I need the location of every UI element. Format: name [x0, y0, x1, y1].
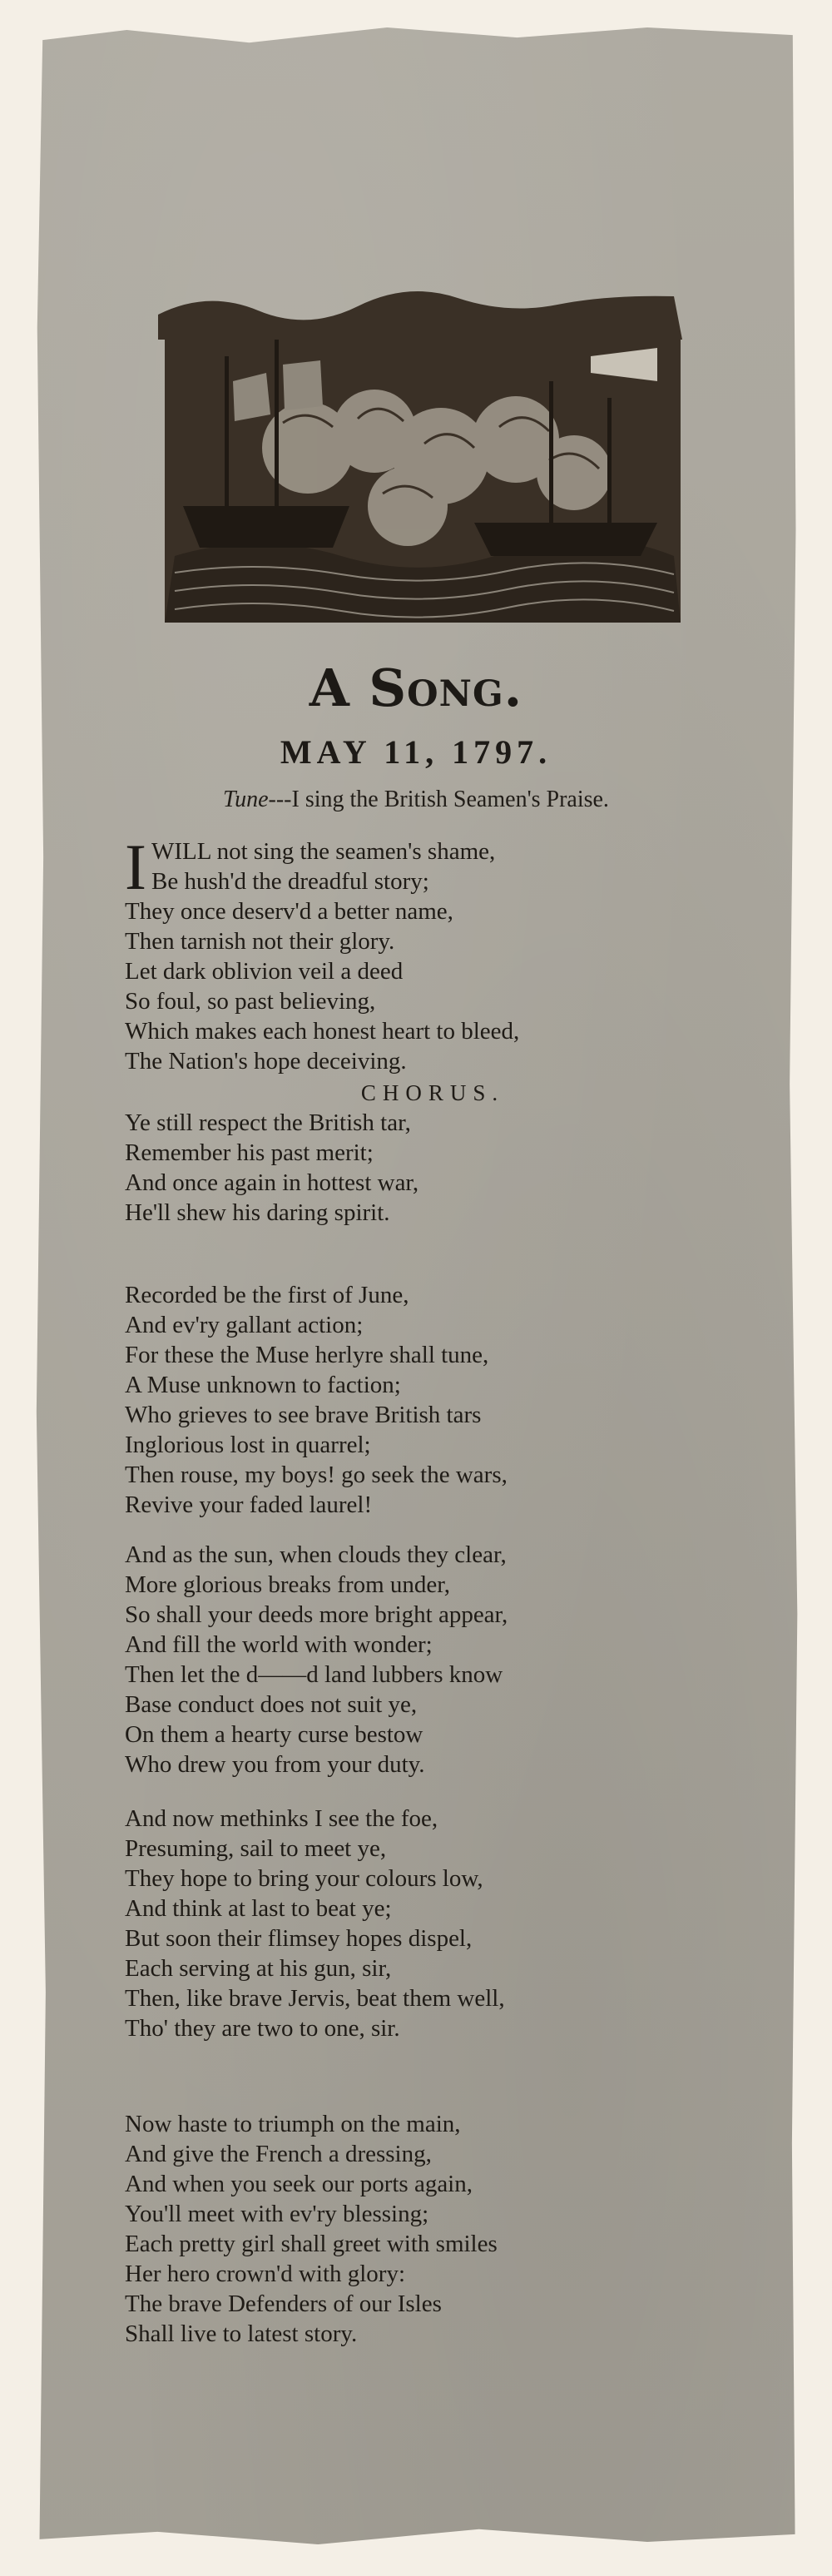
- verse-line: A Muse unknown to faction;: [125, 1372, 401, 1398]
- verse-line: Recorded be the first of June,: [125, 1282, 409, 1308]
- naval-battle-woodcut: [158, 281, 686, 629]
- chorus-heading: CHORUS.: [360, 1080, 505, 1105]
- verse-line: And give the French a dressing,: [125, 2141, 432, 2167]
- verse-1: [125, 831, 757, 1228]
- verse-line: The Nation's hope deceiving.: [125, 1048, 407, 1075]
- tune-label: Tune: [223, 787, 269, 812]
- verse-3: [125, 1540, 757, 1779]
- verse-line: And as the sun, when clouds they clear,: [125, 1541, 507, 1568]
- verse-line: So shall your deeds more bright appear,: [125, 1601, 508, 1628]
- chorus-line: Ye still respect the British tar,: [125, 1109, 411, 1136]
- verse-line: Then, like brave Jervis, beat them well,: [125, 1985, 505, 2012]
- tune-text: ---I sing the British Seamen's Praise.: [268, 787, 609, 812]
- verse-line: But soon their flimsey hopes dispel,: [125, 1925, 473, 1952]
- verse-line: Her hero crown'd with glory:: [125, 2261, 406, 2287]
- verse-line: Who grieves to see brave British tars: [125, 1402, 482, 1428]
- song-date: MAY 11, 1797.: [280, 733, 552, 771]
- verse-line: You'll meet with ev'ry blessing;: [125, 2201, 429, 2227]
- verse-line: Which makes each honest heart to bleed,: [125, 1018, 520, 1045]
- verse-line: Now haste to triumph on the main,: [125, 2111, 461, 2137]
- verse-line: Tho' they are two to one, sir.: [125, 2015, 400, 2042]
- verse-line: And ev'ry gallant action;: [125, 1312, 364, 1338]
- verse-line: The brave Defenders of our Isles: [125, 2291, 442, 2317]
- verse-line: On them a hearty curse bestow: [125, 1721, 423, 1748]
- verse-line: For these the Muse herlyre shall tune,: [125, 1342, 489, 1368]
- verse-4: [125, 1804, 757, 2043]
- verse-line: Who drew you from your duty.: [125, 1751, 425, 1778]
- verse-2: [125, 1280, 757, 1520]
- verse-line: Let dark oblivion veil a deed: [125, 958, 404, 985]
- chorus-line: Remember his past merit;: [125, 1139, 374, 1166]
- verse-line: WILL not sing the seamen's shame,: [151, 838, 496, 865]
- verse-line: And think at last to beat ye;: [125, 1895, 392, 1922]
- verse-line: Each serving at his gun, sir,: [125, 1955, 392, 1982]
- verse-line: They hope to bring your colours low,: [125, 1865, 483, 1892]
- verse-line: More glorious breaks from under,: [125, 1571, 451, 1598]
- verse-line: Then let the d——d land lubbers know: [125, 1661, 503, 1688]
- verse-line: Base conduct does not suit ye,: [125, 1691, 418, 1718]
- verse-line: Then tarnish not their glory.: [125, 928, 395, 955]
- verse-line: And fill the world with wonder;: [125, 1631, 433, 1658]
- verse-line: Each pretty girl shall greet with smiles: [125, 2231, 498, 2257]
- verse-line: Then rouse, my boys! go seek the wars,: [125, 1462, 508, 1488]
- verse-5: [125, 2109, 757, 2349]
- chorus-line: He'll shew his daring spirit.: [125, 1199, 390, 1226]
- verse-line: Shall live to latest story.: [125, 2320, 358, 2347]
- verse-line: They once deserv'd a better name,: [125, 898, 453, 925]
- verse-line: Be hush'd the dreadful story;: [151, 868, 429, 895]
- verse-line: So foul, so past believing,: [125, 988, 376, 1015]
- verse-line: Inglorious lost in quarrel;: [125, 1432, 371, 1458]
- verse-line: And when you seek our ports again,: [125, 2171, 473, 2197]
- tune-line: [0, 787, 832, 813]
- chorus-line: And once again in hottest war,: [125, 1169, 419, 1196]
- song-title: A Song.: [309, 658, 523, 718]
- drop-cap: I: [125, 831, 146, 903]
- verse-line: Presuming, sail to meet ye,: [125, 1835, 387, 1862]
- verse-line: And now methinks I see the foe,: [125, 1805, 438, 1832]
- verse-line: Revive your faded laurel!: [125, 1491, 373, 1518]
